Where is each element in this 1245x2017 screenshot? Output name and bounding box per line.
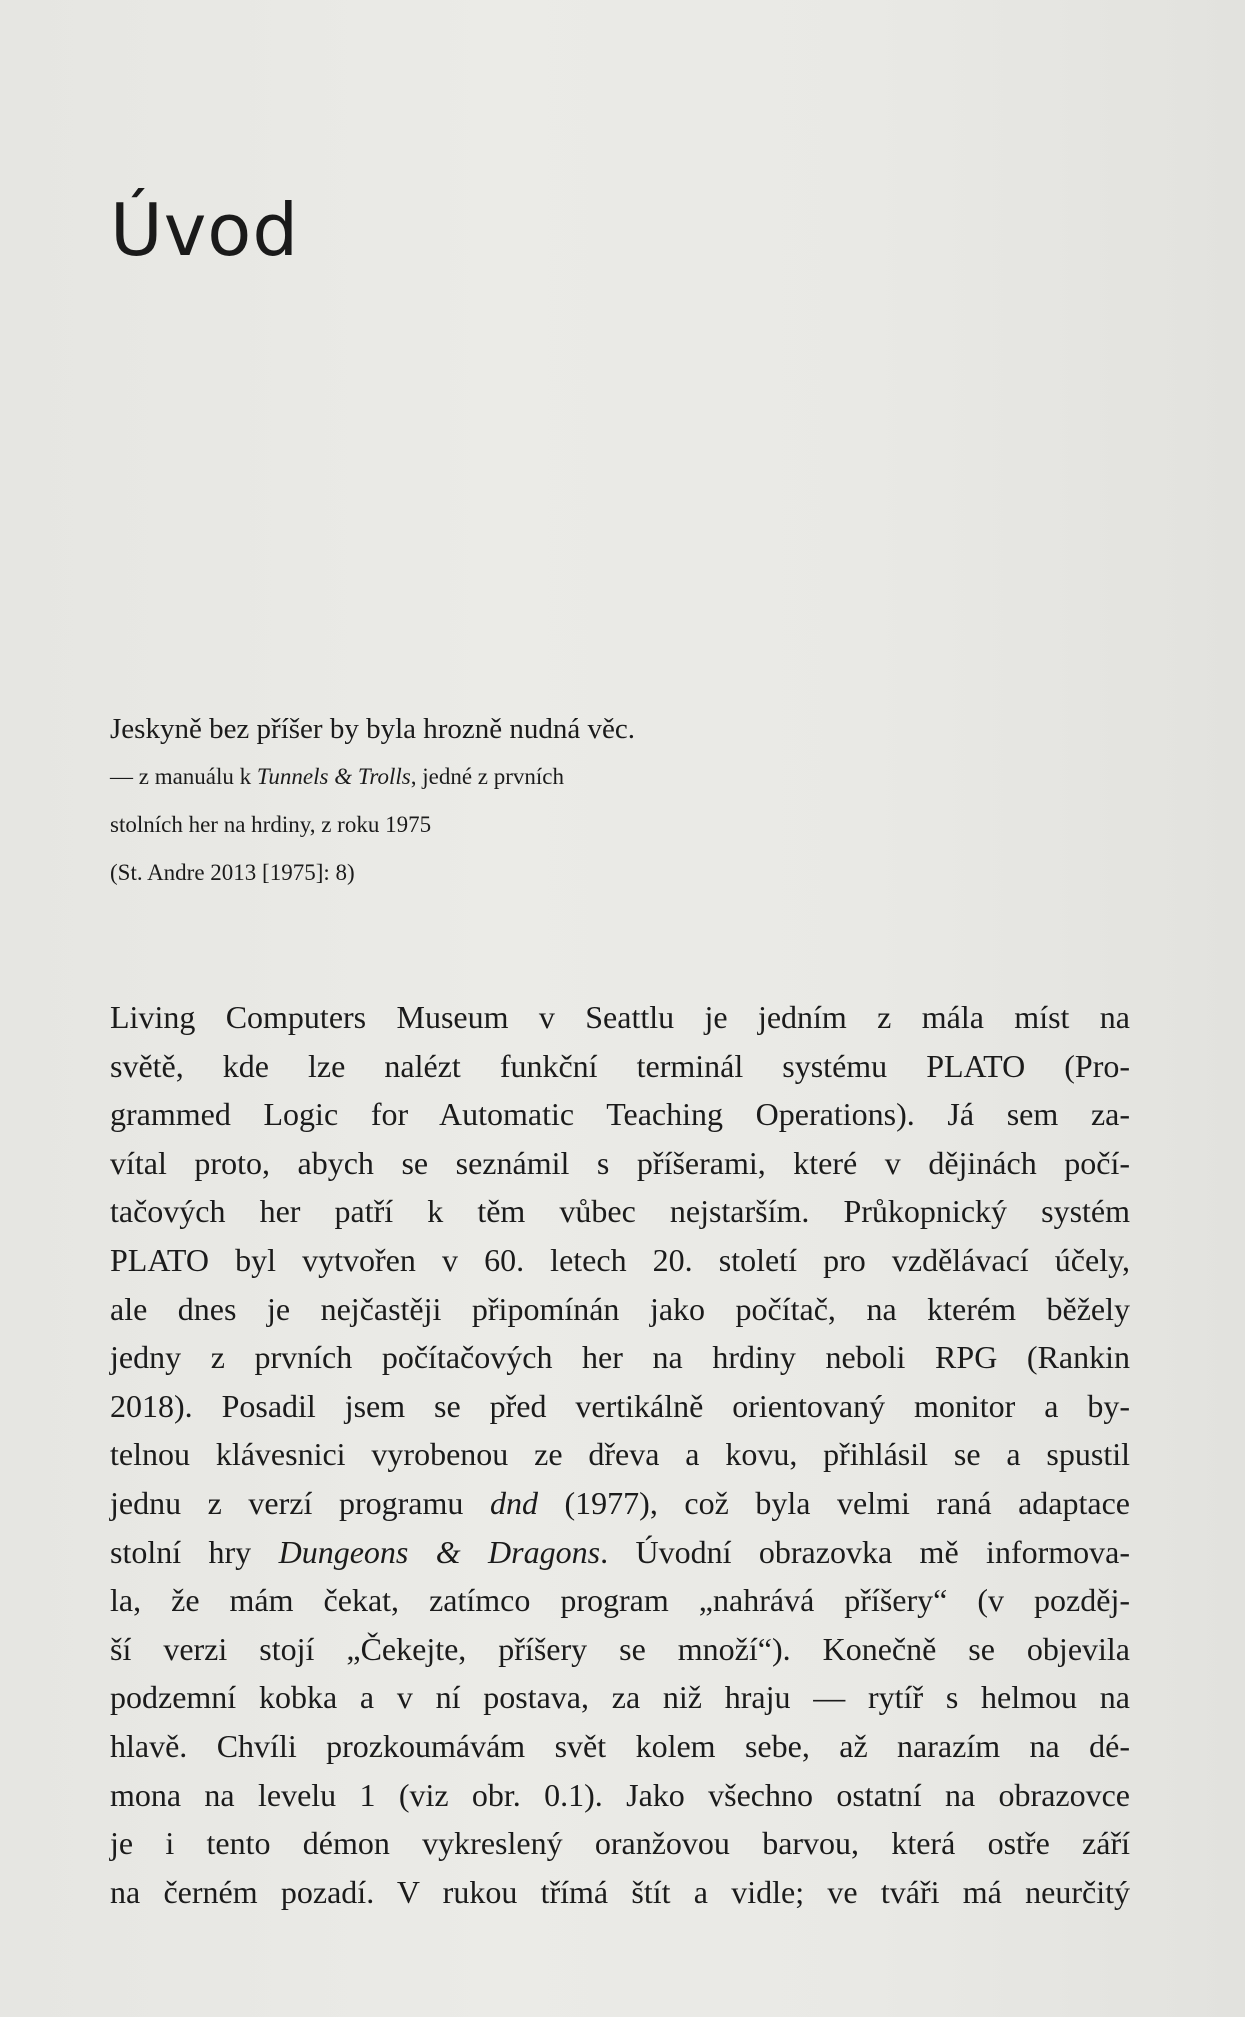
epigraph-citation: (St. Andre 2013 [1975]: 8)	[110, 860, 355, 885]
epigraph-source-title: Tunnels & Trolls	[256, 764, 411, 789]
text-line: světě, kde lze nalézt funkční terminál systému PLATO (Pro-	[110, 1047, 1130, 1084]
epigraph-quote: Jeskyně bez příšer by byla hrozně nudná věc.	[110, 713, 636, 745]
text-line: jedny z prvních počítačových her na hrdiny neboli RPG (Rankin	[110, 1339, 1130, 1376]
text-line: ší verzi stojí „Čekejte, příšery se množí“). Konečně se objevila	[110, 1630, 1130, 1667]
text-line: na černém pozadí. V rukou třímá štít a vidle; ve tváři má neurčitý	[110, 1873, 1130, 1910]
epigraph-source	[110, 753, 830, 801]
body-paragraph	[110, 993, 1130, 1916]
text-line: grammed Logic for Automatic Teaching Operations). Já sem za-	[110, 1096, 1130, 1133]
text-line-part: . Úvodní obrazovka mě informova-	[600, 1533, 1131, 1570]
text-line: PLATO byl vytvořen v 60. letech 20. století pro vzdělávací účely,	[110, 1241, 1130, 1278]
epigraph-source-line-2: stolních her na hrdiny, z roku 1975	[110, 812, 432, 837]
epigraph	[110, 705, 830, 897]
text-line-part: (1977), což byla velmi raná adaptace	[537, 1484, 1131, 1521]
text-line-part: jednu z verzí programu	[110, 1484, 490, 1521]
italic-title: dnd	[489, 1484, 538, 1521]
text-line: podzemní kobka a v ní postava, za niž hraju — rytíř s helmou na	[110, 1679, 1130, 1716]
text-line: telnou klávesnici vyrobenou ze dřeva a kovu, přihlásil se a spustil	[110, 1436, 1130, 1473]
italic-title: Dungeons & Dragons	[278, 1533, 601, 1570]
text-line: tačových her patří k těm vůbec nejstarším. Průkopnický systém	[110, 1193, 1130, 1230]
text-line: je i tento démon vykreslený oranžovou barvou, která ostře září	[110, 1825, 1130, 1862]
page-title: Úvod	[110, 188, 300, 272]
text-line: Living Computers Museum v Seattlu je jedním z mála míst na	[110, 999, 1130, 1035]
text-line: vítal proto, abych se seznámil s příšerami, které v dějinách počí-	[110, 1144, 1130, 1181]
text-line	[110, 1528, 1130, 1577]
text-line: ale dnes je nejčastěji připomínán jako počítač, na kterém běžely	[110, 1290, 1130, 1327]
epigraph-source-suffix: , jedné z prvních	[410, 764, 564, 789]
text-line: la, že mám čekat, zatímco program „nahrává příšery“ (v pozděj-	[110, 1582, 1130, 1619]
epigraph-source-prefix: — z manuálu k	[110, 764, 257, 789]
text-line	[110, 1479, 1130, 1528]
text-line-part: stolní hry	[110, 1533, 279, 1570]
text-line: hlavě. Chvíli prozkoumávám svět kolem sebe, až narazím na dé-	[110, 1727, 1130, 1764]
text-line: mona na levelu 1 (viz obr. 0.1). Jako všechno ostatní na obrazovce	[110, 1776, 1130, 1813]
text-line: 2018). Posadil jsem se před vertikálně orientovaný monitor a by-	[110, 1387, 1130, 1424]
